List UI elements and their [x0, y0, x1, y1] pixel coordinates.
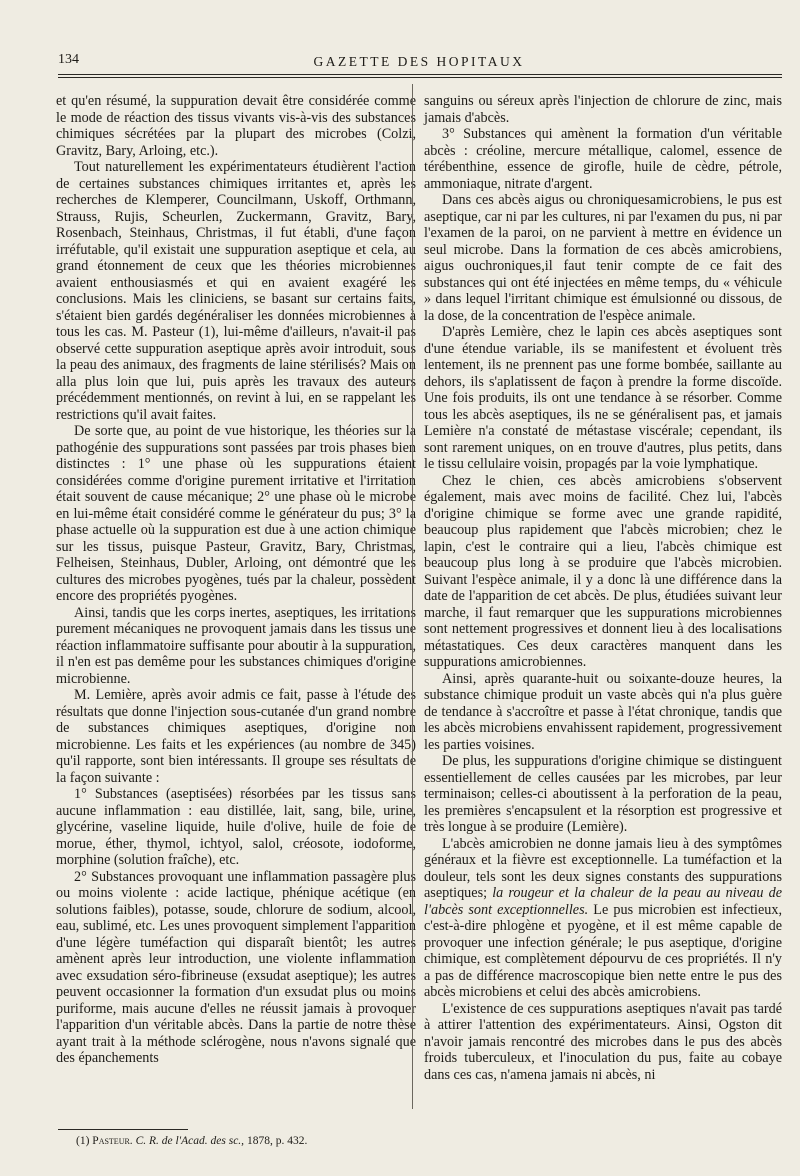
left-column — [56, 93, 416, 1067]
paragraph: Ainsi, après quarante-huit ou soixante-douze heures, la substance chimique produit un vaste abcès qui n'a plus guère de tendance à s'accroître et passe à l'état chronique, tandis que les abcès microbiens envahissent rapidement, progressivement les parties voisines. — [424, 670, 782, 753]
footnote — [76, 1134, 406, 1148]
paragraph: 2° Substances provoquant une inflammation passagère plus ou moins violente : acide lactique, phénique acétique (en solutions faibles), potasse, soude, chlorure de sodium, alcool, eau, sublimé, etc. Les unes provoquent simplement l'apparition d'une légère tuméfaction qui disparaît bientôt; les autres amènent après leur introduction, une violente inflammation avec exsudation séro-fibrineuse (exsudat aseptique); les autres peuvent occasionner la formation d'un exsudat plus ou moins puriforme, mais aucune d'elles ne réussit jamais à provoquer l'apparition d'un véritable abcès. Dans la partie de notre thèse ayant trait à la méthode sclérogène, nous n'avons signalé que des épanchements — [56, 868, 416, 1066]
paragraph: M. Lemière, après avoir admis ce fait, passe à l'étude des résultats que donne l'injection sous-cutanée d'un grand nombre de substances chimiques aseptiques, d'origine non microbienne. Les faits et les expériences (au nombre de 345) qu'il rapporte, sont bien intéressants. Il groupe ses résultats de la façon suivante : — [56, 687, 416, 786]
header-rule-double — [58, 77, 782, 78]
paragraph: De plus, les suppurations d'origine chimique se distinguent essentiellement de celles causées par les microbes, par leur terminaison; celles-ci aboutissent à la perforation de la peau, les premières s'encapsulent et la résorption est progressive et très longue à se produire (Lemière). — [424, 753, 782, 835]
footnote-author: Pasteur. — [92, 1135, 133, 1147]
italic-phrase: la rougeur et la chaleur de la peau au niveau de l'abcès sont exceptionnelles. — [424, 885, 782, 918]
page-number: 134 — [58, 52, 79, 67]
paragraph: sanguins ou séreux après l'injection de chlorure de zinc, mais jamais d'abcès. — [424, 93, 782, 126]
paragraph: Chez le chien, ces abcès amicrobiens s'observent également, mais avec moins de facilité. Chez lui, l'abcès d'origine chimique se forme avec une grande rapidité, beaucoup plus rapidement que l'abcès microbien; chez le lapin, c'est le contraire qui a lieu, l'abcès chimique est beaucoup plus long à se produire que l'abcès microbien. Suivant l'espèce animale, il y a donc là une différence dans la date de l'apparition de cet abcès. De plus, étudiées suivant leur marche, il faut remarquer que les suppurations microbiennes sont nettement progressives et donnent lieu à des localisations métastatiques. Ces deux caractères manquent dans les suppurations amicrobiennes. — [424, 472, 782, 670]
paragraph-text: Le pus microbien est infectieux, c'est-à-dire phlogène et pyogène, et il est même capable de provoquer une infection générale; le pus aseptique, d'origine chimique, est complètement dépourvu de ces propriétés. Il n'y a pas de différence macroscopique bien nette entre le pus des abcès microbiens et celui des abcès amicrobiens. — [424, 901, 782, 1000]
paragraph: Ainsi, tandis que les corps inertes, aseptiques, les irritations purement mécaniques ne provoquent jamais dans les tissus une réaction inflammatoire suffisante pour aboutir à la suppuration, il n'en est pas demême pour les substances chimiques d'origine microbienne. — [56, 604, 416, 687]
paragraph: De sorte que, au point de vue historique, les théories sur la pathogénie des suppurations sont passées par trois phases bien distinctes : 1° une phase où les suppurations étaient considérées comme d'origine purement irritative et l'irritation était souvent de cause mécanique; 2° une phase où le microbe en lui-même était considéré comme le générateur du pus; 3° la phase actuelle où la suppuration est due à une action chimique sur les tissus, puisque Pasteur, Gravitz, Bary, Christmas, Felheisen, Steinhaus, Dubler, Arloing, ont démontré que les cultures des microbes pyogènes, tués par la chaleur, possèdent encore des propriétés pyogènes. — [56, 423, 416, 604]
column-divider — [412, 84, 413, 1109]
paragraph: et qu'en résumé, la suppuration devait être considérée comme le mode de réaction des tissus vivants vis-à-vis des substances chimiques sécrétées par la plupart des microbes (Colzi, Gravitz, Bary, Arloing, etc.). — [56, 93, 416, 159]
paragraph: 3° Substances qui amènent la formation d'un véritable abcès : créoline, mercure métallique, calomel, essence de térébenthine, essence de girofle, huile de cèdre, pétrole, ammoniaque, nitrate d'argent. — [424, 126, 782, 192]
header-rule — [58, 74, 782, 75]
footnote-rule — [58, 1129, 188, 1130]
footnote-marker: (1) — [76, 1135, 90, 1147]
paragraph — [424, 836, 782, 1001]
paragraph: Tout naturellement les expérimentateurs étudièrent l'action de certaines substances chimiques irritantes et, après les recherches de Klemperer, Councilmann, Uskoff, Orthmann, Strauss, Rujis, Scheurlen, Zuckermann, Gravitz, Bary, Rosenbach, Steinhaus, Christmas, il fut établi, d'une façon irréfutable, qu'il existait une suppuration aseptique et cela, au grand étonnement de ceux que les théories microbiennes avaient enthousiasmés et qui en avaient exagéré les conclusions. Mais les cliniciens, se basant sur certains faits, s'étaient bien gardés degénéraliser les données microbiennes à tous les cas. M. Pasteur (1), lui-même d'ailleurs, n'avait-il pas observé cette suppuration aseptique après avoir introduit, sous la peau des animaux, des fragments de laine stérilisés? Mais on alla plus loin que lui, puis après les travaux des auteurs précédemment mentionnés, on revint à lui, en se rappelant les restrictions qu'il avait faites. — [56, 159, 416, 423]
paragraph: 1° Substances (aseptisées) résorbées par les tissus sans aucune inflammation : eau distillée, lait, sang, bile, urine, glycérine, vaseline liquide, huile d'olive, huile de foie de morue, éther, thymol, ichtyol, salol, créosote, iodoforme, morphine (solution fraîche), etc. — [56, 786, 416, 868]
paragraph: L'existence de ces suppurations aseptiques n'avait pas tardé à attirer l'attention des expérimentateurs. Ainsi, Ogston dit n'avoir jamais rencontré des microbes dans le pus des abcès froids tuberculeux, et l'inoculation du pus, faite au cobaye dans ces cas, n'amena jamais ni abcès, ni — [424, 1000, 782, 1083]
footnote-detail: 1878, p. 432. — [246, 1135, 308, 1147]
running-title: GAZETTE DES HOPITAUX — [313, 54, 525, 69]
paragraph-text: L'abcès amicrobien ne donne jamais lieu à des symptômes généraux et la fièvre est exceptionnelle. La tuméfaction et la douleur, tels sont les deux signes constants des suppurations aseptiques; — [424, 835, 782, 901]
paragraph: D'après Lemière, chez le lapin ces abcès aseptiques sont d'une étendue variable, ils se manifestent et évoluent très lentement, ils ne prennent pas une forme bombée, saillante au dehors, ils s'aplatissent de façon à prendre la forme discoïde. Une fois produits, ils ont une tendance à se résorber. Comme tous les abcès aseptiques, ils ne se généralisent pas, et jamais Lemière n'a constaté de métastase viscérale; cependant, ils sont rarement uniques, on en trouve d'autres, plus petits, dans le tissu cellulaire voisin, propagés par la voie lymphatique. — [424, 324, 782, 472]
right-column — [424, 93, 782, 1083]
footnote-source: C. R. de l'Acad. des sc., — [135, 1135, 245, 1147]
page-header — [58, 46, 780, 74]
paragraph: Dans ces abcès aigus ou chroniquesamicrobiens, le pus est aseptique, car ni par les cultures, ni par l'examen du pus, ni par l'examen de la paroi, on ne parvient à mettre en évidence un seul microbe. Dans la formation de ces abcès amicrobiens, aigus ouchroniques,il faut tenir compte de ce fait des substances qui ont été injectées en même temps, du « véhicule » dans lequel l'irritant chimique est émulsionné ou dissous, de la dose, de la concentration de l'espèce animale. — [424, 192, 782, 324]
